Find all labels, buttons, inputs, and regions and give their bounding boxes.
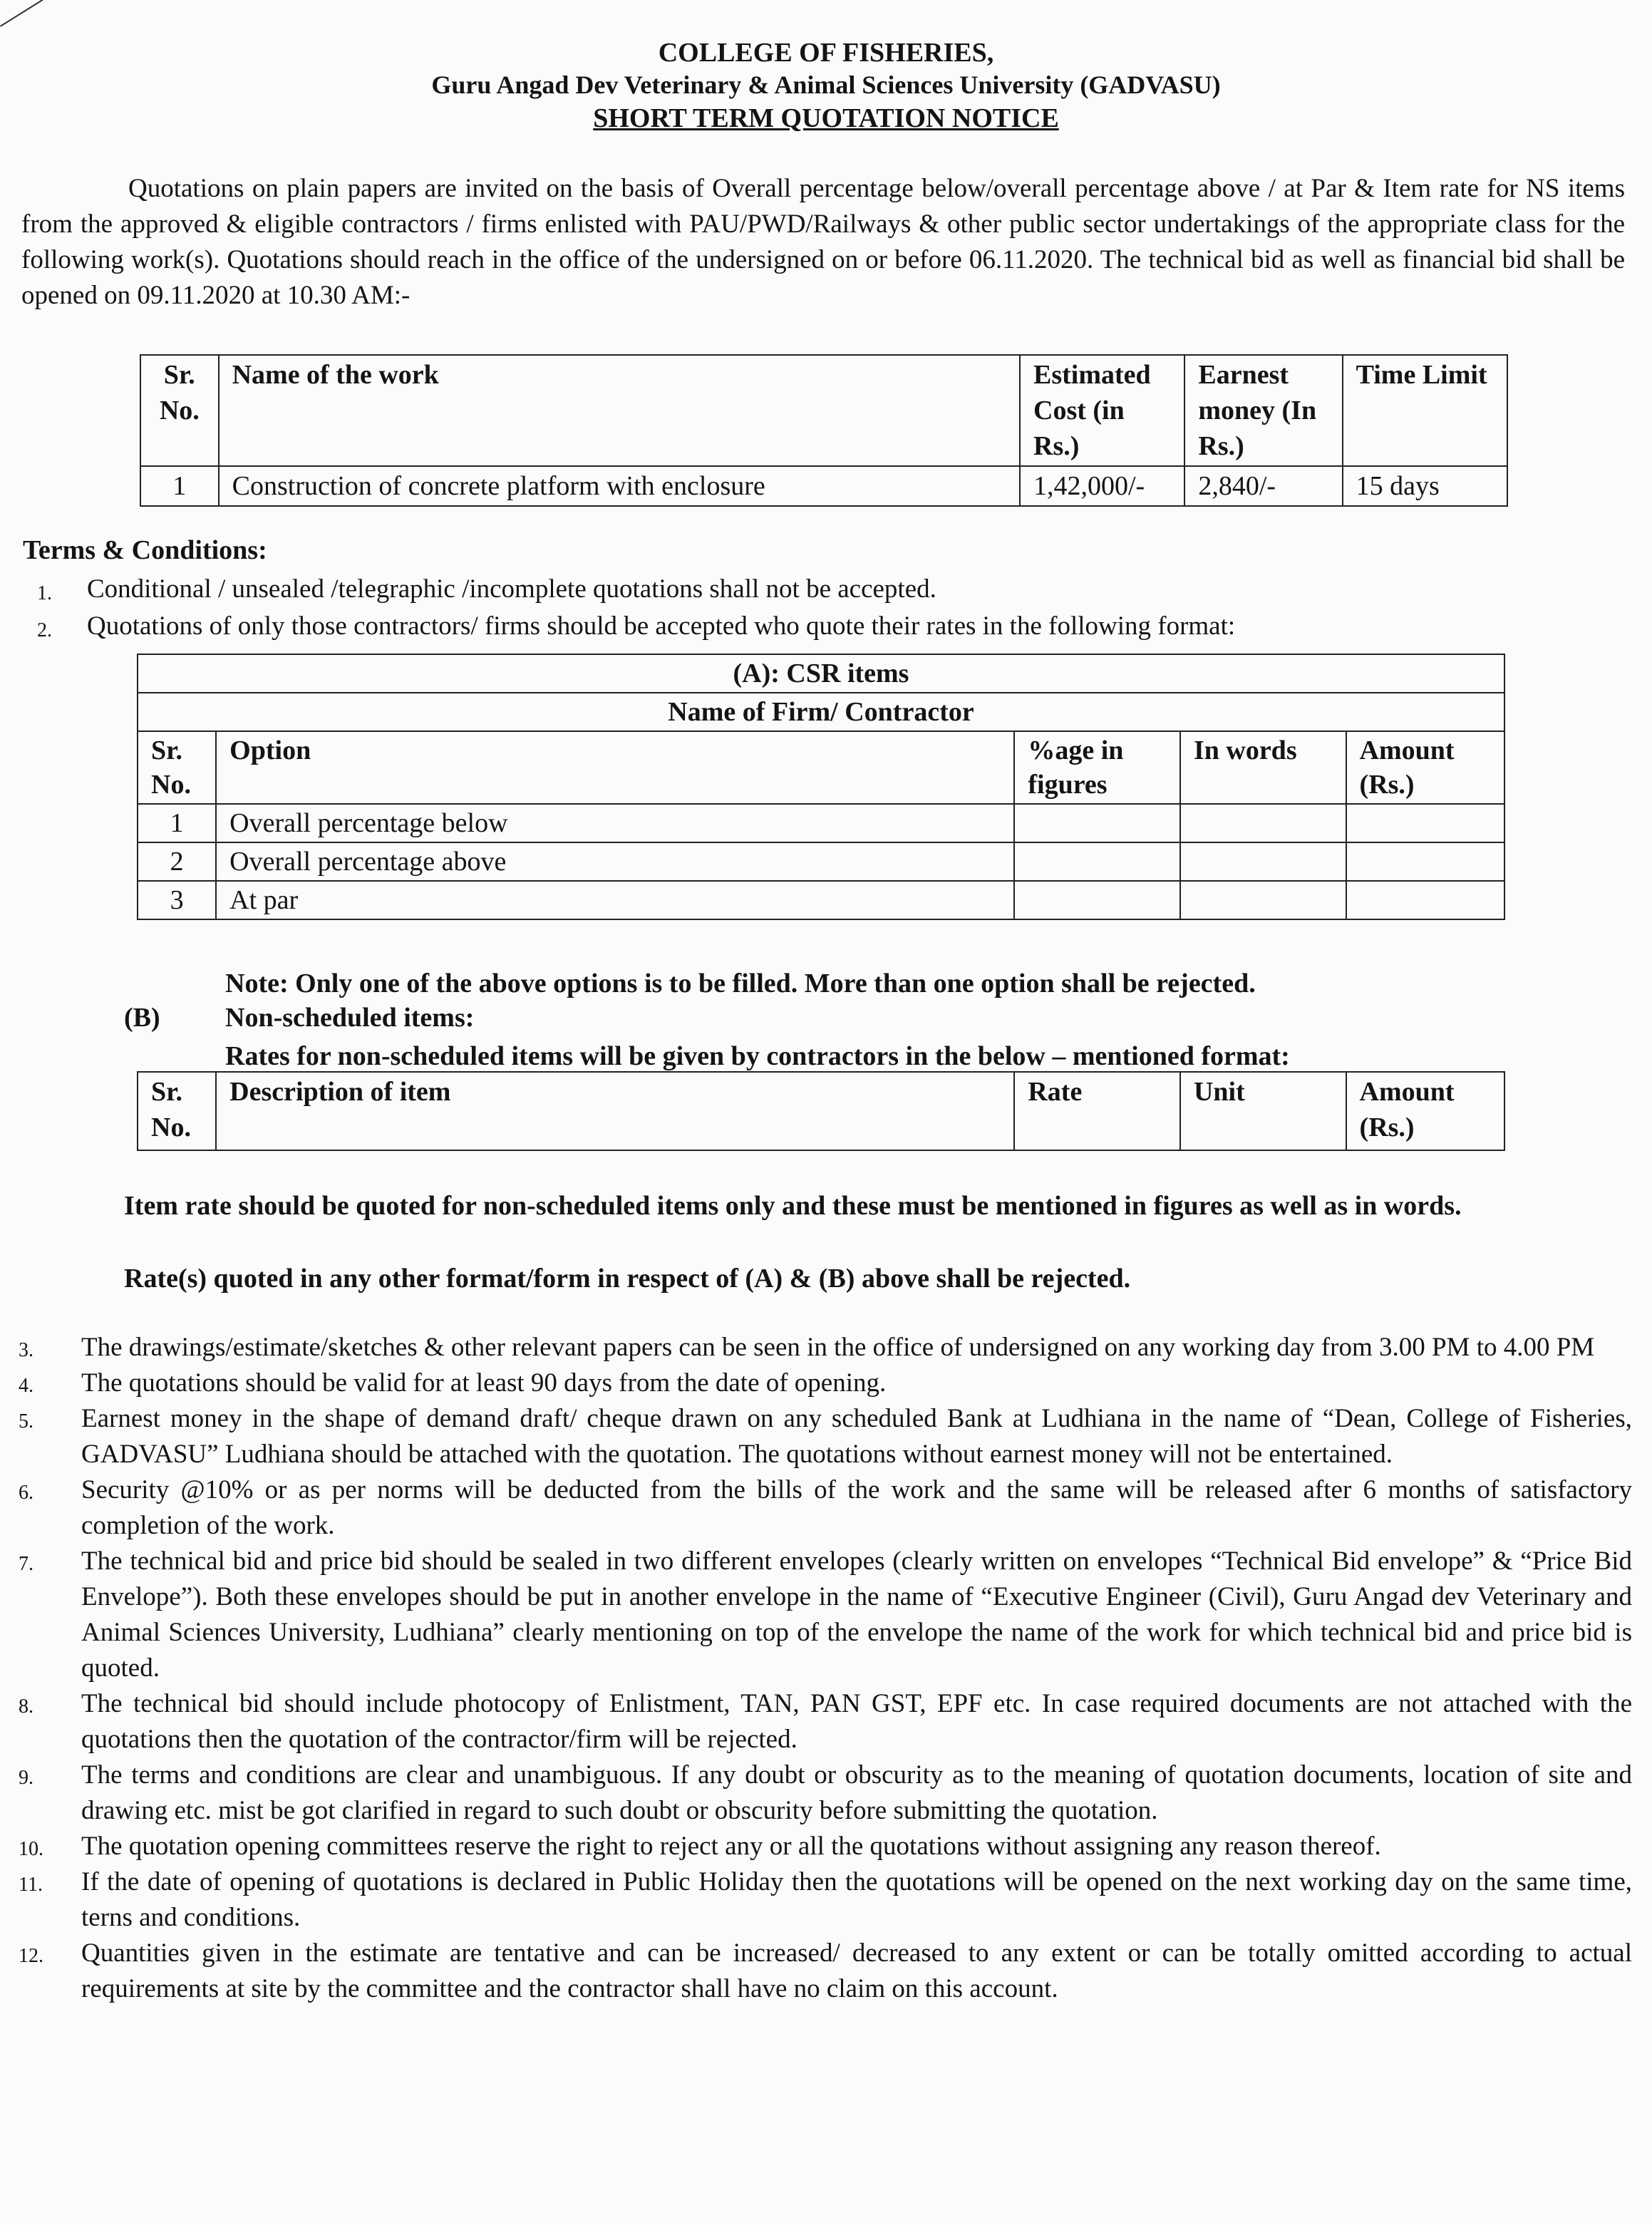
csr-title-row: [138, 654, 1504, 693]
condition-text: Earnest money in the shape of demand draft/ cheque drawn on any scheduled Bank at Ludhiana in the name of “Dean, College of Fisheries, GADVASU” Ludhiana should be attached with the quotation. The quotations without earnest money will not be entertained.: [81, 1404, 1632, 1469]
cell-sr-no: 1: [140, 466, 219, 506]
col-sr-no: Sr. No.: [140, 355, 219, 466]
cell-sr-no: 1: [138, 804, 216, 842]
condition-number: 2.: [37, 619, 52, 641]
section-b-label: (B): [124, 1003, 160, 1033]
condition-text: The quotation opening committees reserve the right to reject any or all the quotations without assigning any reason thereof.: [81, 1832, 1381, 1861]
csr-header-row: [138, 731, 1504, 804]
list-item: [14, 1829, 1632, 1864]
non-scheduled-items-table: [137, 1071, 1505, 1151]
condition-text: The technical bid and price bid should be sealed in two different envelopes (clearly written on envelopes “Technical Bid envelope” & “Price Bid Envelope”). Both these envelopes should be put in another envelope in the name of “Executive Engineer (Civil), Guru Angad dev Veterinary and Animal Sciences University, Ludhiana” clearly mentioning on top of the envelope the name of the work for which technical bid and price bid is quoted.: [81, 1547, 1632, 1683]
condition-text: The technical bid should include photocopy of Enlistment, TAN, PAN GST, EPF etc. In case required documents are not attached with the quotations then the quotation of the contractor/firm will be rejected.: [81, 1689, 1632, 1754]
csr-items-table: [137, 654, 1505, 920]
col-unit: Unit: [1180, 1072, 1346, 1150]
rejection-note: Rate(s) quoted in any other format/form in respect of (A) & (B) above shall be rejected.: [124, 1264, 1131, 1294]
condition-number: 3.: [19, 1339, 33, 1361]
cell-option: Overall percentage above: [216, 842, 1014, 881]
list-item: [14, 1757, 1632, 1829]
list-item: [14, 1544, 1632, 1686]
condition-text: Quotations of only those contractors/ firms should be accepted who quote their rates in the following format:: [87, 611, 1236, 641]
condition-number: 5.: [19, 1410, 33, 1432]
list-item: [14, 1686, 1632, 1757]
cell-in-words: [1180, 804, 1346, 842]
table-row: [140, 466, 1507, 506]
university-name: Guru Angad Dev Veterinary & Animal Sciences University (GADVASU): [431, 71, 1221, 99]
institution-name: COLLEGE OF FISHERIES,: [658, 38, 994, 68]
list-item: [14, 1366, 1632, 1401]
cell-in-words: [1180, 881, 1346, 919]
cell-amount: [1346, 881, 1504, 919]
cell-percentage-figures: [1014, 804, 1180, 842]
condition-number: 12.: [19, 1945, 43, 1967]
section-b-description: Rates for non-scheduled items will be given by contractors in the below – mentioned format:: [225, 1041, 1290, 1071]
cell-earnest-money: 2,840/-: [1184, 466, 1342, 506]
csr-table-title: (A): CSR items: [138, 654, 1504, 693]
condition-number: 9.: [19, 1767, 33, 1789]
col-time-limit: Time Limit: [1343, 355, 1507, 466]
col-sr-no: Sr. No.: [138, 731, 216, 804]
condition-text: The drawings/estimate/sketches & other relevant papers can be seen in the office of undersigned on any working day from 3.00 PM to 4.00 PM: [81, 1333, 1595, 1362]
work-table-header-row: [140, 355, 1507, 466]
col-sr-no: Sr. No.: [138, 1072, 216, 1150]
table-row: [138, 881, 1504, 919]
cell-name-of-work: Construction of concrete platform with enclosure: [219, 466, 1020, 506]
cell-sr-no: 3: [138, 881, 216, 919]
condition-text: Quantities given in the estimate are tentative and can be increased/ decreased to any extent or can be totally omitted according to actual requirements at site by the committee and the contractor shall have no claim on this account.: [81, 1939, 1632, 2003]
list-item: [14, 1472, 1632, 1544]
scan-corner-mark: [0, 0, 43, 27]
work-table: [140, 354, 1508, 507]
cell-percentage-figures: [1014, 842, 1180, 881]
condition-number: 7.: [19, 1553, 33, 1575]
condition-number: 10.: [19, 1838, 43, 1860]
cell-estimated-cost: 1,42,000/-: [1020, 466, 1184, 506]
col-rate: Rate: [1014, 1072, 1180, 1150]
cell-amount: [1346, 842, 1504, 881]
csr-table-subtitle: Name of Firm/ Contractor: [138, 693, 1504, 731]
condition-text: If the date of opening of quotations is declared in Public Holiday then the quotations will be opened on the next working day on the same time, terns and conditions.: [81, 1867, 1632, 1932]
col-earnest-money: Earnest money (In Rs.): [1184, 355, 1342, 466]
col-in-words: In words: [1180, 731, 1346, 804]
item-rate-note: Item rate should be quoted for non-scheduled items only and these must be mentioned in figures as well as in words.: [124, 1191, 1462, 1221]
condition-number: 4.: [19, 1375, 33, 1397]
cell-in-words: [1180, 842, 1346, 881]
ns-header-row: [138, 1072, 1504, 1150]
col-percentage-figures: %age in figures: [1014, 731, 1180, 804]
condition-text: The terms and conditions are clear and unambiguous. If any doubt or obscurity as to the meaning of quotation documents, location of site and drawing etc. mist be got clarified in regard to such doubt or obscurity before submitting the quotation.: [81, 1760, 1632, 1825]
intro-paragraph: Quotations on plain papers are invited on the basis of Overall percentage below/overall percentage above / at Par & Item rate for NS items from the approved & eligible contractors / firms enlisted with PAU/PWD/Railways & other public sector undertakings of the appropriate class for the following work(s). Quotations should reach in the office of the undersigned on or before 06.11.2020. The technical bid as well as financial bid shall be opened on 09.11.2020 at 10.30 AM:-: [21, 174, 1625, 310]
condition-text: The quotations should be valid for at least 90 days from the date of opening.: [81, 1368, 887, 1398]
condition-number: 8.: [19, 1695, 33, 1718]
condition-number: 1.: [37, 582, 52, 604]
table-row: [138, 842, 1504, 881]
list-item: [14, 1936, 1632, 2007]
condition-number: 6.: [19, 1482, 33, 1504]
col-estimated-cost: Estimated Cost (in Rs.): [1020, 355, 1184, 466]
col-name-of-work: Name of the work: [219, 355, 1020, 466]
cell-percentage-figures: [1014, 881, 1180, 919]
condition-number: 11.: [19, 1874, 43, 1896]
cell-amount: [1346, 804, 1504, 842]
col-option: Option: [216, 731, 1014, 804]
col-amount: Amount (Rs.): [1346, 731, 1504, 804]
cell-option: At par: [216, 881, 1014, 919]
list-item: [14, 1401, 1632, 1472]
notice-title: SHORT TERM QUOTATION NOTICE: [593, 103, 1059, 133]
table-row: [138, 804, 1504, 842]
cell-option: Overall percentage below: [216, 804, 1014, 842]
list-item: [14, 1330, 1632, 1366]
one-option-note: Note: Only one of the above options is to be filled. More than one option shall be rejected.: [225, 969, 1256, 998]
section-b-title: Non-scheduled items:: [225, 1003, 475, 1033]
condition-text: Security @10% or as per norms will be deducted from the bills of the work and the same will be released after 6 months of satisfactory completion of the work.: [81, 1475, 1632, 1540]
list-item: [14, 1864, 1632, 1936]
cell-sr-no: 2: [138, 842, 216, 881]
condition-text: Conditional / unsealed /telegraphic /incomplete quotations shall not be accepted.: [87, 574, 936, 604]
cell-time-limit: 15 days: [1343, 466, 1507, 506]
conditions-list: [14, 1330, 1632, 2007]
csr-subtitle-row: [138, 693, 1504, 731]
col-description: Description of item: [216, 1072, 1014, 1150]
terms-heading: Terms & Conditions:: [23, 535, 267, 565]
col-amount: Amount (Rs.): [1346, 1072, 1504, 1150]
